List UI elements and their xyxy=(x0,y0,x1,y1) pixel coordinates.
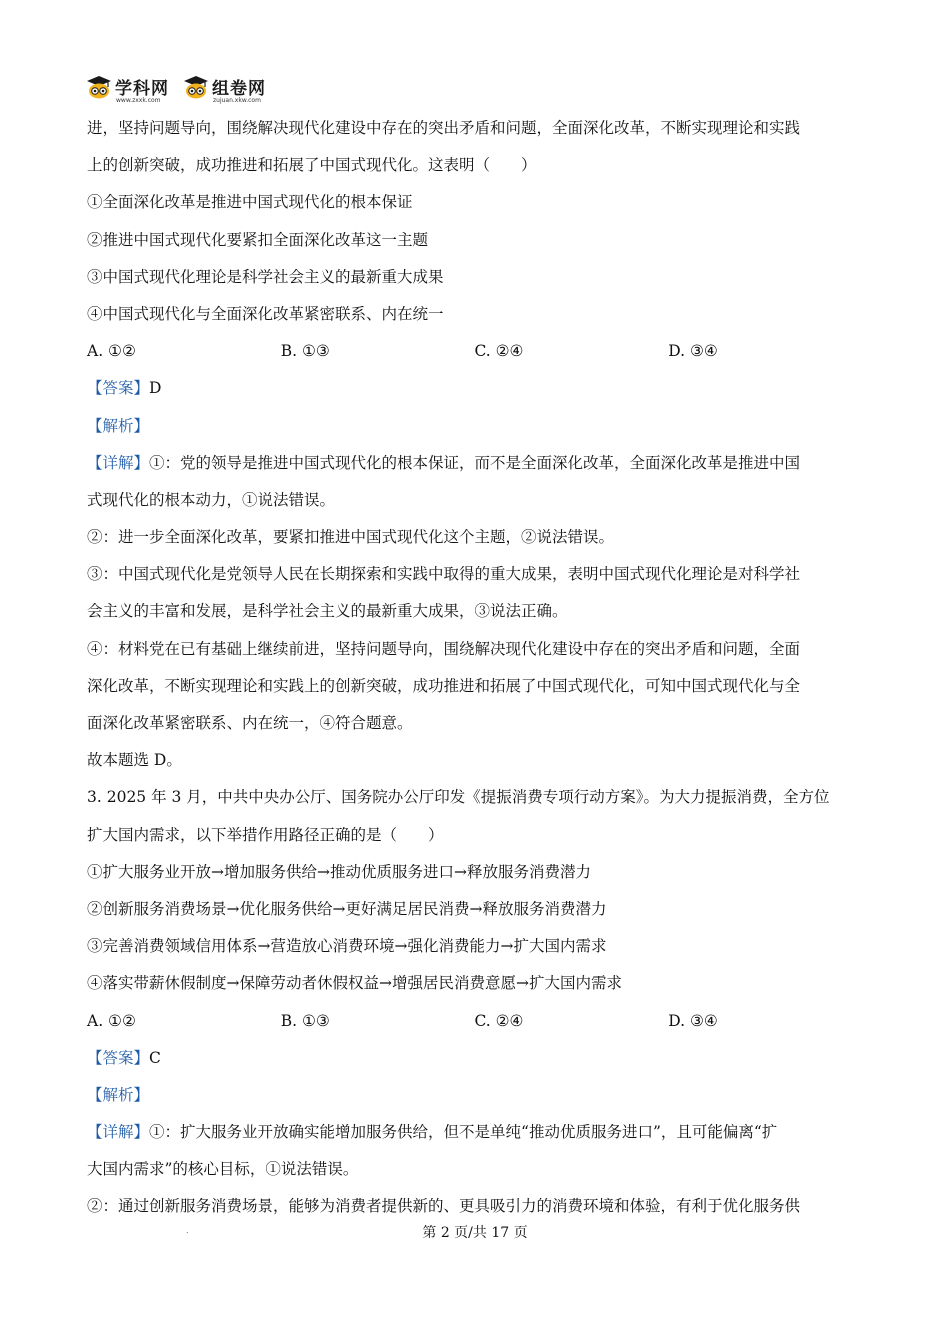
document-body xyxy=(87,110,862,1226)
zujuan-logo-url: zujuan.xkw.com xyxy=(213,97,261,104)
page-number: 第 2 页/共 17 页 xyxy=(422,1225,528,1241)
option-b: B. ①③ xyxy=(280,342,330,361)
owl-graduate-icon xyxy=(86,75,112,99)
detail-text: ②：进一步全面深化改革，要紧扣推进中国式现代化这个主题，②说法错误。 xyxy=(87,528,615,547)
answer-options xyxy=(87,1003,862,1040)
answer-value: D xyxy=(149,379,162,398)
detail-text: ③：中国式现代化是党领导人民在长期探索和实践中取得的重大成果，表明中国式现代化理论是对科学社 xyxy=(87,565,801,584)
zxxk-logo-url: www.zxxk.com xyxy=(116,97,161,104)
question-text: 扩大国内需求，以下举措作用路径正确的是（ ） xyxy=(87,825,444,844)
detail-text: ②：通过创新服务消费场景，能够为消费者提供新的、更具吸引力的消费环境和体验，有利于优化服务供 xyxy=(87,1197,801,1216)
zujuan-logo[interactable] xyxy=(183,74,266,104)
analysis-tag: 【解析】 xyxy=(87,1085,150,1104)
statement-2: ②创新服务消费场景→优化服务供给→更好满足居民消费→释放服务消费潜力 xyxy=(87,899,607,918)
detail-text: ①：扩大服务业开放确实能增加服务供给，但不是单纯“推动优质服务进口”，且可能偏离“扩 xyxy=(149,1123,778,1142)
option-d: D. ③④ xyxy=(668,1011,718,1030)
option-d: D. ③④ xyxy=(668,342,718,361)
statement-1: ①扩大服务业开放→增加服务供给→推动优质服务进口→释放服务消费潜力 xyxy=(87,862,591,881)
detail-tag: 【详解】 xyxy=(87,453,150,472)
zxxk-logo-text: 学科网 xyxy=(115,79,169,99)
analysis-tag: 【解析】 xyxy=(87,416,150,435)
option-a: A. ①② xyxy=(87,1011,136,1030)
detail-text: 式现代化的根本动力，①说法错误。 xyxy=(87,490,336,509)
header-logos xyxy=(86,74,266,104)
zxxk-logo[interactable] xyxy=(86,74,169,104)
detail-text: 深化改革，不断实现理论和实践上的创新突破，成功推进和拓展了中国式现代化，可知中国式现代化与全 xyxy=(87,676,801,695)
statement-1: ①全面深化改革是推进中国式现代化的根本保证 xyxy=(87,193,413,212)
statement-3: ③中国式现代化理论是科学社会主义的最新重大成果 xyxy=(87,267,444,286)
detail-text: 会主义的丰富和发展，是科学社会主义的最新重大成果，③说法正确。 xyxy=(87,602,568,621)
statement-4: ④落实带薪休假制度→保障劳动者休假权益→增强居民消费意愿→扩大国内需求 xyxy=(87,974,622,993)
statement-3: ③完善消费领域信用体系→营造放心消费环境→强化消费能力→扩大国内需求 xyxy=(87,937,607,956)
answer-options xyxy=(87,333,862,370)
analysis-line xyxy=(87,408,862,445)
detail-line xyxy=(87,445,862,482)
detail-text: 大国内需求”的核心目标，①说法错误。 xyxy=(87,1160,359,1179)
analysis-line xyxy=(87,1077,862,1114)
zujuan-logo-text: 组卷网 xyxy=(212,79,266,99)
answer-value: C xyxy=(149,1048,161,1067)
option-c: C. ②④ xyxy=(474,342,524,361)
question-text: 进，坚持问题导向，围绕解决现代化建设中存在的突出矛盾和问题，全面深化改革，不断实现理论和实践 xyxy=(87,119,801,137)
option-b: B. ①③ xyxy=(280,1011,330,1030)
option-a: A. ①② xyxy=(87,342,136,361)
detail-text: 面深化改革紧密联系、内在统一，④符合题意。 xyxy=(87,714,413,732)
question-text: 3. 2025 年 3 月，中共中央办公厅、国务院办公厅印发《提振消费专项行动方案》。为大力提振消费，全方位 xyxy=(87,788,830,807)
option-c: C. ②④ xyxy=(474,1011,524,1030)
detail-line xyxy=(87,1114,862,1151)
answer-tag: 【答案】 xyxy=(87,379,150,398)
detail-text: ①：党的领导是推进中国式现代化的根本保证，而不是全面深化改革，全面深化改革是推进中国 xyxy=(149,453,801,472)
answer-line xyxy=(87,1040,862,1077)
detail-tag: 【详解】 xyxy=(87,1123,150,1142)
answer-tag: 【答案】 xyxy=(87,1048,150,1067)
statement-4: ④中国式现代化与全面深化改革紧密联系、内在统一 xyxy=(87,304,444,323)
footer-dot: . xyxy=(186,1226,189,1235)
statement-2: ②推进中国式现代化要紧扣全面深化改革这一主题 xyxy=(87,230,429,249)
answer-line xyxy=(87,370,862,407)
conclusion-text: 故本题选 D。 xyxy=(87,751,182,770)
owl-graduate-icon xyxy=(183,75,209,99)
detail-text: ④：材料党在已有基础上继续前进，坚持问题导向，围绕解决现代化建设中存在的突出矛盾和问题，全面 xyxy=(87,639,801,658)
question-text: 上的创新突破，成功推进和拓展了中国式现代化。这表明（ ） xyxy=(87,156,537,175)
